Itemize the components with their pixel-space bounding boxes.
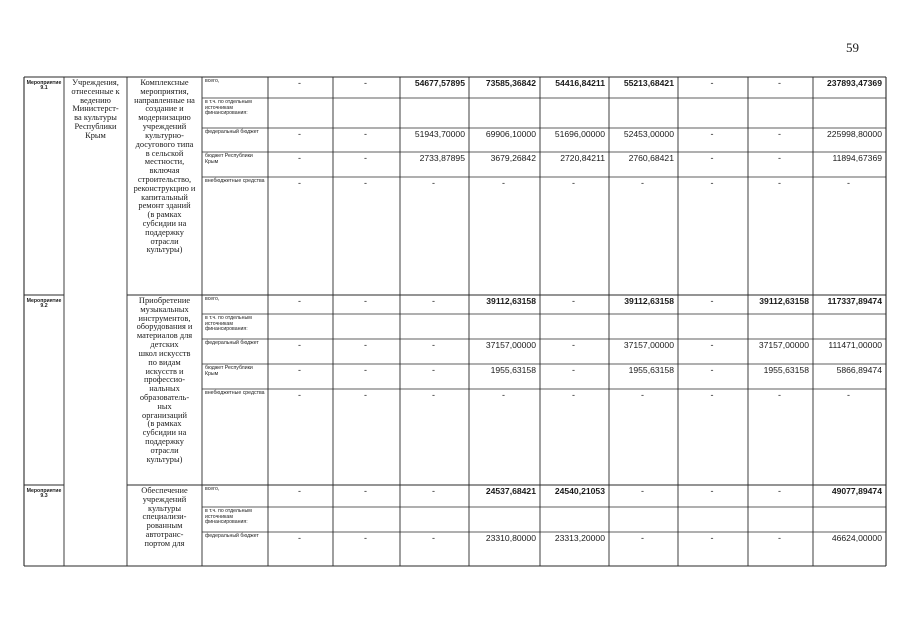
amount-cell <box>402 316 465 328</box>
amount-cell: - <box>641 390 644 400</box>
funding-source-label: внебюджетные средства <box>205 390 265 396</box>
amount-cell <box>270 100 329 112</box>
amount-cell: - <box>432 486 435 496</box>
amount-cell <box>611 100 674 112</box>
amount-cell: - <box>778 129 781 139</box>
amount-cell: - <box>298 340 301 350</box>
amount-cell: - <box>710 153 714 163</box>
amount-cell: - <box>847 178 850 188</box>
amount-cell <box>815 316 882 328</box>
amount-cell: - <box>364 390 367 400</box>
amount-cell: - <box>298 296 301 306</box>
amount-cell: 52453,00000 <box>623 129 674 139</box>
amount-cell: 73585,36842 <box>485 78 536 88</box>
amount-cell: - <box>364 129 367 139</box>
amount-cell: 1955,63158 <box>763 365 809 375</box>
amount-cell: 39112,63158 <box>624 296 674 306</box>
amount-cell <box>611 316 674 328</box>
amount-cell: - <box>364 365 367 375</box>
amount-cell <box>542 100 605 112</box>
amount-cell: 37157,00000 <box>485 340 536 350</box>
amount-cell: - <box>364 486 367 496</box>
funding-source-label: всего, <box>205 78 220 84</box>
funding-source-label: бюджет Республики Крым <box>205 365 253 377</box>
amount-cell: - <box>298 390 301 400</box>
amount-cell <box>815 509 882 521</box>
amount-cell: - <box>432 178 435 188</box>
amount-cell: - <box>364 533 367 543</box>
amount-cell: 2760,68421 <box>628 153 674 163</box>
amount-cell: 39112,63158 <box>486 296 536 306</box>
page-number: 59 <box>846 40 859 55</box>
amount-cell: - <box>432 390 435 400</box>
amount-cell: - <box>710 296 714 306</box>
amount-cell: - <box>641 486 644 496</box>
amount-cell: 225998,80000 <box>827 129 882 139</box>
amount-cell: - <box>364 340 367 350</box>
amount-cell <box>335 316 396 328</box>
funding-source-label: всего, <box>205 486 220 492</box>
amount-cell <box>402 509 465 521</box>
amount-cell: - <box>502 390 505 400</box>
amount-cell: - <box>572 365 575 375</box>
measure-description: Обеспечение учреждений культуры специализи- рованным автотранс- портом для <box>141 486 188 548</box>
amount-cell: 2720,84211 <box>560 153 605 163</box>
amount-cell: - <box>572 178 575 188</box>
amount-cell: - <box>502 178 505 188</box>
amount-cell <box>471 316 536 328</box>
amount-cell: - <box>298 153 301 163</box>
amount-cell: 5866,89474 <box>836 365 882 375</box>
amount-cell <box>611 509 674 521</box>
amount-cell: - <box>778 486 781 496</box>
amount-cell: 117337,89474 <box>827 296 882 306</box>
measure-description: Комплексные мероприятия, направленные на создание и модернизацию учреждений культурно- досугового типа в сельской местности, включая строительство, реконструкцию и капитальный ремонт зданий (в рамках субсидии на поддержку отрасли культуры) <box>133 78 196 255</box>
amount-cell: - <box>710 533 714 543</box>
amount-cell: - <box>641 533 644 543</box>
amount-cell: 69906,10000 <box>485 129 536 139</box>
amount-cell: - <box>432 296 435 306</box>
amount-cell: - <box>364 296 367 306</box>
amount-cell: 55213,68421 <box>623 78 674 88</box>
amount-cell: - <box>847 390 850 400</box>
amount-cell: 37157,00000 <box>623 340 674 350</box>
amount-cell: 11894,67369 <box>832 153 882 163</box>
amount-cell: 1955,63158 <box>628 365 674 375</box>
amount-cell <box>680 509 744 521</box>
amount-cell: 3679,26842 <box>490 153 536 163</box>
amount-cell: - <box>432 340 435 350</box>
amount-cell: - <box>432 533 435 543</box>
amount-cell: - <box>572 340 575 350</box>
funding-source-label: федеральный бюджет <box>205 533 259 539</box>
amount-cell <box>402 100 465 112</box>
amount-cell: 39112,63158 <box>759 296 809 306</box>
funding-source-label: всего, <box>205 296 220 302</box>
amount-cell: - <box>710 340 714 350</box>
amount-cell: - <box>298 533 301 543</box>
amount-cell: 237893,47369 <box>827 78 882 88</box>
amount-cell: 46624,00000 <box>831 533 882 543</box>
amount-cell <box>270 316 329 328</box>
amount-cell <box>542 316 605 328</box>
amount-cell <box>335 100 396 112</box>
amount-cell: - <box>572 390 575 400</box>
amount-cell: - <box>778 153 781 163</box>
amount-cell: - <box>364 153 367 163</box>
amount-cell: - <box>298 129 301 139</box>
amount-cell: - <box>778 78 781 88</box>
amount-cell: - <box>710 178 714 188</box>
funding-source-label: в т.ч. по отдельным источникам финансирования: <box>205 508 252 526</box>
measure-id: Мероприятие 9.3 <box>26 488 62 500</box>
amount-cell: 23313,20000 <box>554 533 605 543</box>
amount-cell <box>471 100 536 112</box>
amount-cell: 54416,84211 <box>555 78 605 88</box>
amount-cell: 24537,68421 <box>485 486 536 496</box>
amount-cell: - <box>364 78 367 88</box>
amount-cell: 111471,00000 <box>828 340 882 350</box>
amount-cell: - <box>572 296 575 306</box>
amount-cell: - <box>432 365 435 375</box>
amount-cell: 1955,63158 <box>490 365 536 375</box>
amount-cell <box>270 509 329 521</box>
funding-source-label: федеральный бюджет <box>205 129 259 135</box>
amount-cell: - <box>710 486 714 496</box>
amount-cell <box>750 100 809 112</box>
amount-cell <box>335 509 396 521</box>
amount-cell: - <box>710 390 714 400</box>
amount-cell: - <box>710 129 714 139</box>
amount-cell: - <box>641 178 644 188</box>
amount-cell: - <box>778 178 781 188</box>
amount-cell: - <box>778 533 781 543</box>
amount-cell: - <box>710 365 714 375</box>
amount-cell <box>680 100 744 112</box>
measure-id: Мероприятие 9.2 <box>26 298 62 310</box>
funding-source-label: в т.ч. по отдельным источникам финансирования: <box>205 315 252 333</box>
amount-cell <box>750 509 809 521</box>
amount-cell: 51696,00000 <box>554 129 605 139</box>
amount-cell: 24540,21053 <box>554 486 605 496</box>
amount-cell: - <box>298 365 301 375</box>
funding-source-label: внебюджетные средства <box>205 178 265 184</box>
funding-source-label: в т.ч. по отдельным источникам финансирования: <box>205 99 252 117</box>
amount-cell: 54677,57895 <box>414 78 465 88</box>
measure-id: Мероприятие 9.1 <box>26 80 62 92</box>
amount-cell: 51943,70000 <box>414 129 465 139</box>
amount-cell: 23310,80000 <box>485 533 536 543</box>
amount-cell: 49077,89474 <box>831 486 882 496</box>
amount-cell <box>815 100 882 112</box>
amount-cell: 2733,87895 <box>419 153 465 163</box>
measure-description: Приобретение музыкальных инструментов, оборудования и материалов для детских школ искусств по видам искусств и профессио- нальных образователь- ных организаций (в рамках субсидии на поддержку отрасли культуры) <box>136 296 193 464</box>
amount-cell <box>750 316 809 328</box>
amount-cell <box>471 509 536 521</box>
amount-cell <box>542 509 605 521</box>
amount-cell: - <box>298 78 301 88</box>
amount-cell <box>680 316 744 328</box>
amount-cell: - <box>298 486 301 496</box>
amount-cell: 37157,00000 <box>758 340 809 350</box>
amount-cell: - <box>710 78 714 88</box>
responsible-org: Учреждения, отнесенные к ведению Министерст- ва культуры Республики Крым <box>71 78 120 140</box>
amount-cell: - <box>364 178 367 188</box>
funding-source-label: бюджет Республики Крым <box>205 153 253 165</box>
funding-source-label: федеральный бюджет <box>205 340 259 346</box>
amount-cell: - <box>778 390 781 400</box>
amount-cell: - <box>298 178 301 188</box>
